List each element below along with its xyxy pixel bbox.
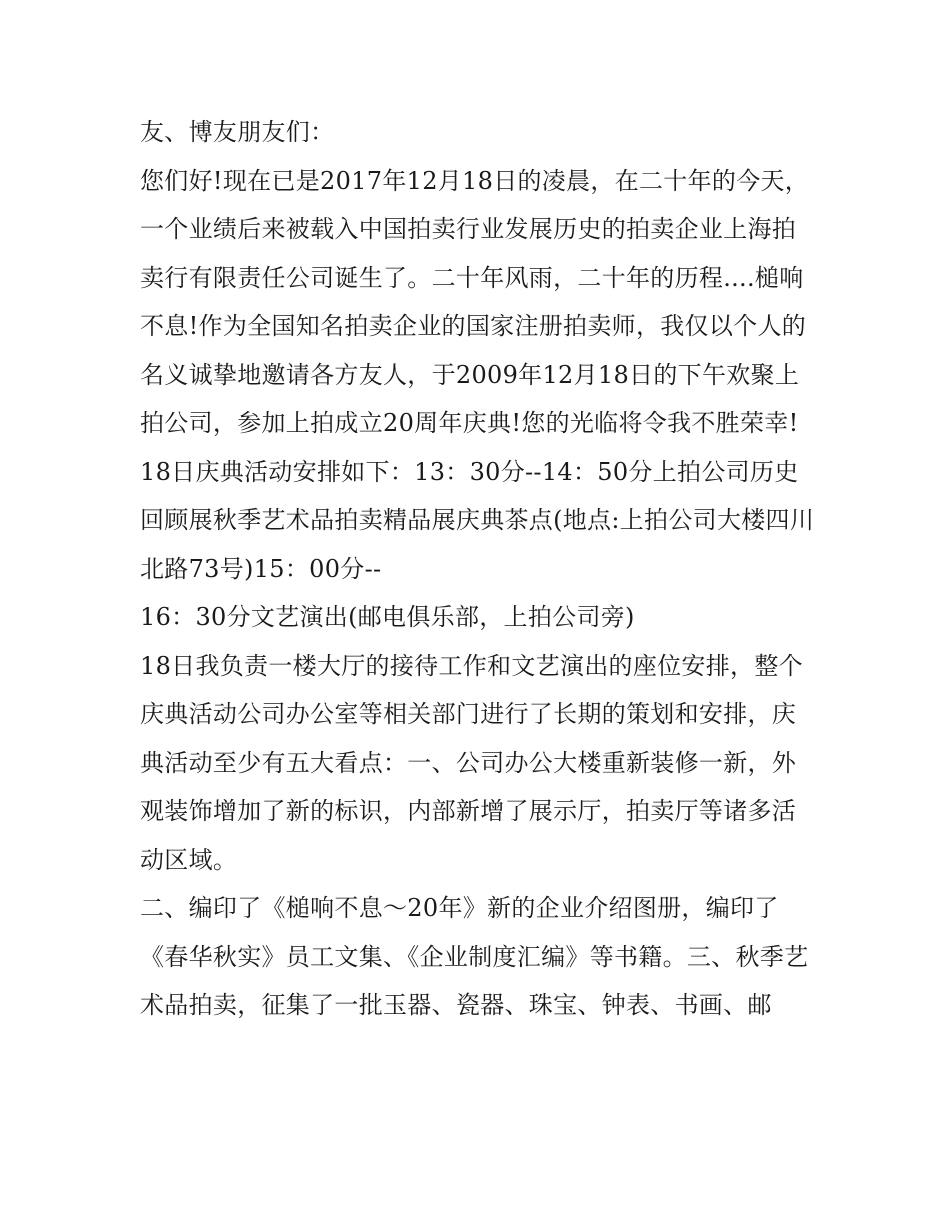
salutation-paragraph: 友、博友朋友们： <box>140 118 335 146</box>
schedule-paragraph: 18日庆典活动安排如下：13：30分--14：50分上拍公司历史回顾展秋季艺术品拍卖精品展庆典茶点(地点:上拍公司大楼四川北路73号)15：00分-- <box>140 457 815 583</box>
document-body <box>140 108 820 1030</box>
performance-paragraph: 16：30分文艺演出(邮电俱乐部，上拍公司旁) <box>140 603 635 631</box>
publications-paragraph: 二、编印了《槌响不息～20年》新的企业介绍图册，编印了《春华秋实》员工文集、《企业制度汇编》等书籍。三、秋季艺术品拍卖，征集了一批玉器、瓷器、珠宝、钟表、书画、邮 <box>140 894 809 1019</box>
invitation-paragraph: 您们好!现在已是2017年12月18日的凌晨，在二十年的今天，一个业绩后来被载入中国拍卖行业发展历史的拍卖企业上海拍卖行有限责任公司诞生了。二十年风雨，二十年的历程....槌响不息!作为全国知名拍卖企业的国家注册拍卖师，我仅以个人的名义诚挚地邀请各方友人，于2009年12月18日的下午欢聚上拍公司，参加上拍成立20周年庆典!您的光临将令我不胜荣幸! <box>140 166 810 437</box>
highlights-paragraph: 18日我负责一楼大厅的接待工作和文艺演出的座位安排，整个庆典活动公司办公室等相关部门进行了长期的策划和安排，庆典活动至少有五大看点：一、公司办公大楼重新装修一新，外观装饰增加了新的标识，内部新增了展示厅，拍卖厅等诸多活动区域。 <box>140 651 803 874</box>
